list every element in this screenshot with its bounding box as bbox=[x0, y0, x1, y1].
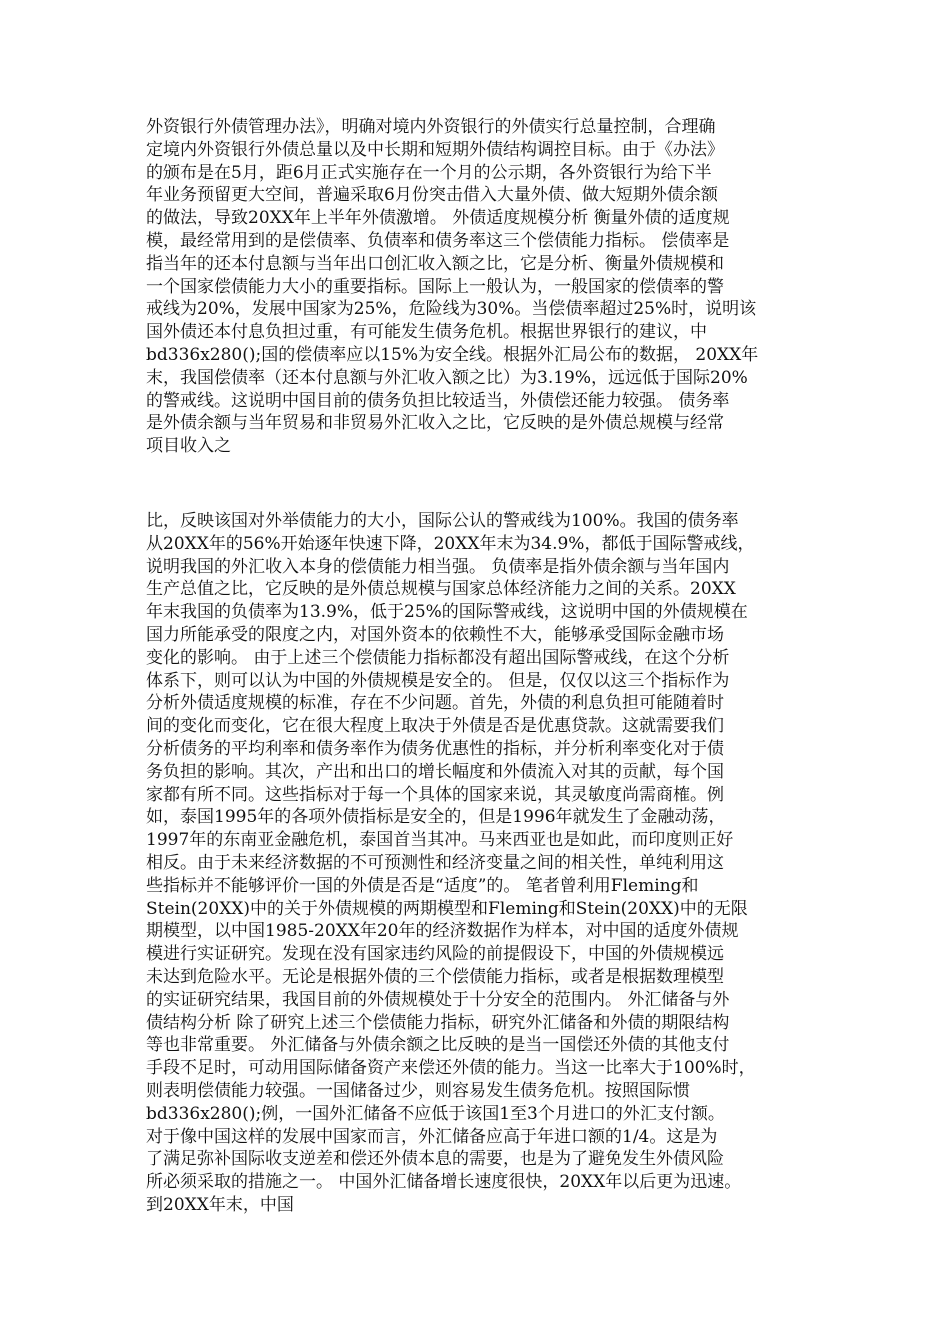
text-line: bd336x280();国的偿债率应以15%为安全线。根据外汇局公布的数据， 20XX年 bbox=[146, 344, 759, 365]
text-line: 是外债余额与当年贸易和非贸易外汇收入之比，它反映的是外债总规模与经常 bbox=[146, 413, 724, 434]
text-line: 的警戒线。这说明中国目前的债务负担比较适当，外债偿还能力较强。 债务率 bbox=[146, 390, 730, 411]
text-line: 手段不足时，可动用国际储备资产来偿还外债的能力。当这一比率大于100%时， bbox=[146, 1058, 756, 1079]
text-block-1 bbox=[146, 116, 806, 458]
text-line: 的颁布是在5月，距6月正式实施存在一个月的公示期，各外资银行为给下半 bbox=[146, 162, 712, 183]
text-line: 生产总值之比，它反映的是外债总规模与国家总体经济能力之间的关系。20XX bbox=[146, 579, 736, 600]
text-line: 些指标并不能够评价一国的外债是否是“适度”的。 笔者曾利用Fleming和 bbox=[146, 875, 699, 896]
text-line: 项目收入之 bbox=[146, 436, 231, 457]
text-line: 比，反映该国对外举债能力的大小，国际公认的警戒线为100%。我国的债务率 bbox=[146, 511, 739, 531]
text-line: 定境内外资银行外债总量以及中长期和短期外债结构调控目标。由于《办法》 bbox=[146, 139, 724, 160]
text-line: 了满足弥补国际收支逆差和偿还外债本息的需要，也是为了避免发生外债风险 bbox=[146, 1149, 724, 1170]
text-line: 国外债还本付息负担过重，有可能发生债务危机。根据世界银行的建议，中 bbox=[146, 322, 707, 343]
text-line: 分析债务的平均利率和债务率作为债务优惠性的指标，并分析利率变化对于债 bbox=[146, 738, 724, 759]
text-line: 末，我国偿债率（还本付息额与外汇收入额之比）为3.19%，远远低于国际20% bbox=[146, 367, 748, 388]
text-line: 相反。由于未来经济数据的不可预测性和经济变量之间的相关性，单纯利用这 bbox=[146, 852, 724, 873]
text-line: 说明我国的外汇收入本身的偿债能力相当强。 负债率是指外债余额与当年国内 bbox=[146, 556, 730, 577]
text-line: 年末我国的负债率为13.9%，低于25%的国际警戒线，这说明中国的外债规模在 bbox=[146, 602, 748, 623]
text-line: 对于像中国这样的发展中国家而言，外汇储备应高于年进口额的1/4。这是为 bbox=[146, 1126, 718, 1147]
text-line: 家都有所不同。这些指标对于每一个具体的国家来说，其灵敏度尚需商榷。例 bbox=[146, 784, 724, 805]
text-line: 期模型，以中国1985-20XX年20年的经济数据作为样本，对中国的适度外债规 bbox=[146, 921, 739, 942]
text-line: 到20XX年末，中国 bbox=[146, 1194, 294, 1215]
text-line: 1997年的东南亚金融危机，泰国首当其冲。马来西亚也是如此，而印度则正好 bbox=[146, 830, 734, 851]
text-line: 从20XX年的56%开始逐年快速下降，20XX年末为34.9%，都低于国际警戒线， bbox=[146, 533, 755, 554]
text-block-2 bbox=[146, 510, 806, 1217]
text-line: 债结构分析 除了研究上述三个偿债能力指标，研究外汇储备和外债的期限结构 bbox=[146, 1012, 730, 1033]
text-line: 的做法，导致20XX年上半年外债激增。 外债适度规模分析 衡量外债的适度规 bbox=[146, 208, 730, 229]
text-line: 如，泰国1995年的各项外债指标是安全的，但是1996年就发生了金融动荡， bbox=[146, 807, 726, 828]
text-line: 戒线为20%，发展中国家为25%，危险线为30%。当偿债率超过25%时，说明该 bbox=[146, 299, 757, 320]
text-line: bd336x280();例，一国外汇储备不应低于该国1至3个月进口的外汇支付额。 bbox=[146, 1103, 725, 1124]
text-line: 则表明偿债能力较强。一国储备过少，则容易发生债务危机。按照国际惯 bbox=[146, 1080, 690, 1101]
text-line: 国力所能承受的限度之内，对国外资本的依赖性不大，能够承受国际金融市场 bbox=[146, 624, 724, 645]
text-line: 指当年的还本付息额与当年出口创汇收入额之比，它是分析、衡量外债规模和 bbox=[146, 253, 724, 274]
text-line: 的实证研究结果，我国目前的外债规模处于十分安全的范围内。 外汇储备与外 bbox=[146, 989, 730, 1010]
text-line: 变化的影响。 由于上述三个偿债能力指标都没有超出国际警戒线，在这个分析 bbox=[146, 647, 730, 668]
text-line: 体系下，则可以认为中国的外债规模是安全的。 但是，仅仅以这三个指标作为 bbox=[146, 670, 730, 691]
text-line: Stein(20XX)中的关于外债规模的两期模型和Fleming和Stein(20XX)中的无限 bbox=[146, 898, 748, 919]
text-line: 间的变化而变化，它在很大程度上取决于外债是否是优惠贷款。这就需要我们 bbox=[146, 716, 724, 737]
text-line: 年业务预留更大空间，普遍采取6月份突击借入大量外债、做大短期外债余额 bbox=[146, 185, 718, 206]
text-line: 外资银行外债管理办法》，明确对境内外资银行的外债实行总量控制，合理确 bbox=[146, 117, 716, 137]
text-line: 所必须采取的措施之一。 中国外汇储备增长速度很快，20XX年以后更为迅速。 bbox=[146, 1172, 742, 1193]
text-line: 分析外债适度规模的标准，存在不少问题。首先，外债的利息负担可能随着时 bbox=[146, 693, 724, 714]
text-line: 一个国家偿债能力大小的重要指标。国际上一般认为，一般国家的偿债率的警 bbox=[146, 276, 724, 297]
text-line: 等也非常重要。 外汇储备与外债余额之比反映的是当一国偿还外债的其他支付 bbox=[146, 1035, 730, 1056]
text-line: 模进行实证研究。发现在没有国家违约风险的前提假设下，中国的外债规模远 bbox=[146, 944, 724, 965]
text-line: 模，最经常用到的是偿债率、负债率和债务率这三个偿债能力指标。 偿债率是 bbox=[146, 230, 730, 251]
text-line: 务负担的影响。其次，产出和出口的增长幅度和外债流入对其的贡献，每个国 bbox=[146, 761, 724, 782]
text-line: 未达到危险水平。无论是根据外债的三个偿债能力指标，或者是根据数理模型 bbox=[146, 966, 724, 987]
